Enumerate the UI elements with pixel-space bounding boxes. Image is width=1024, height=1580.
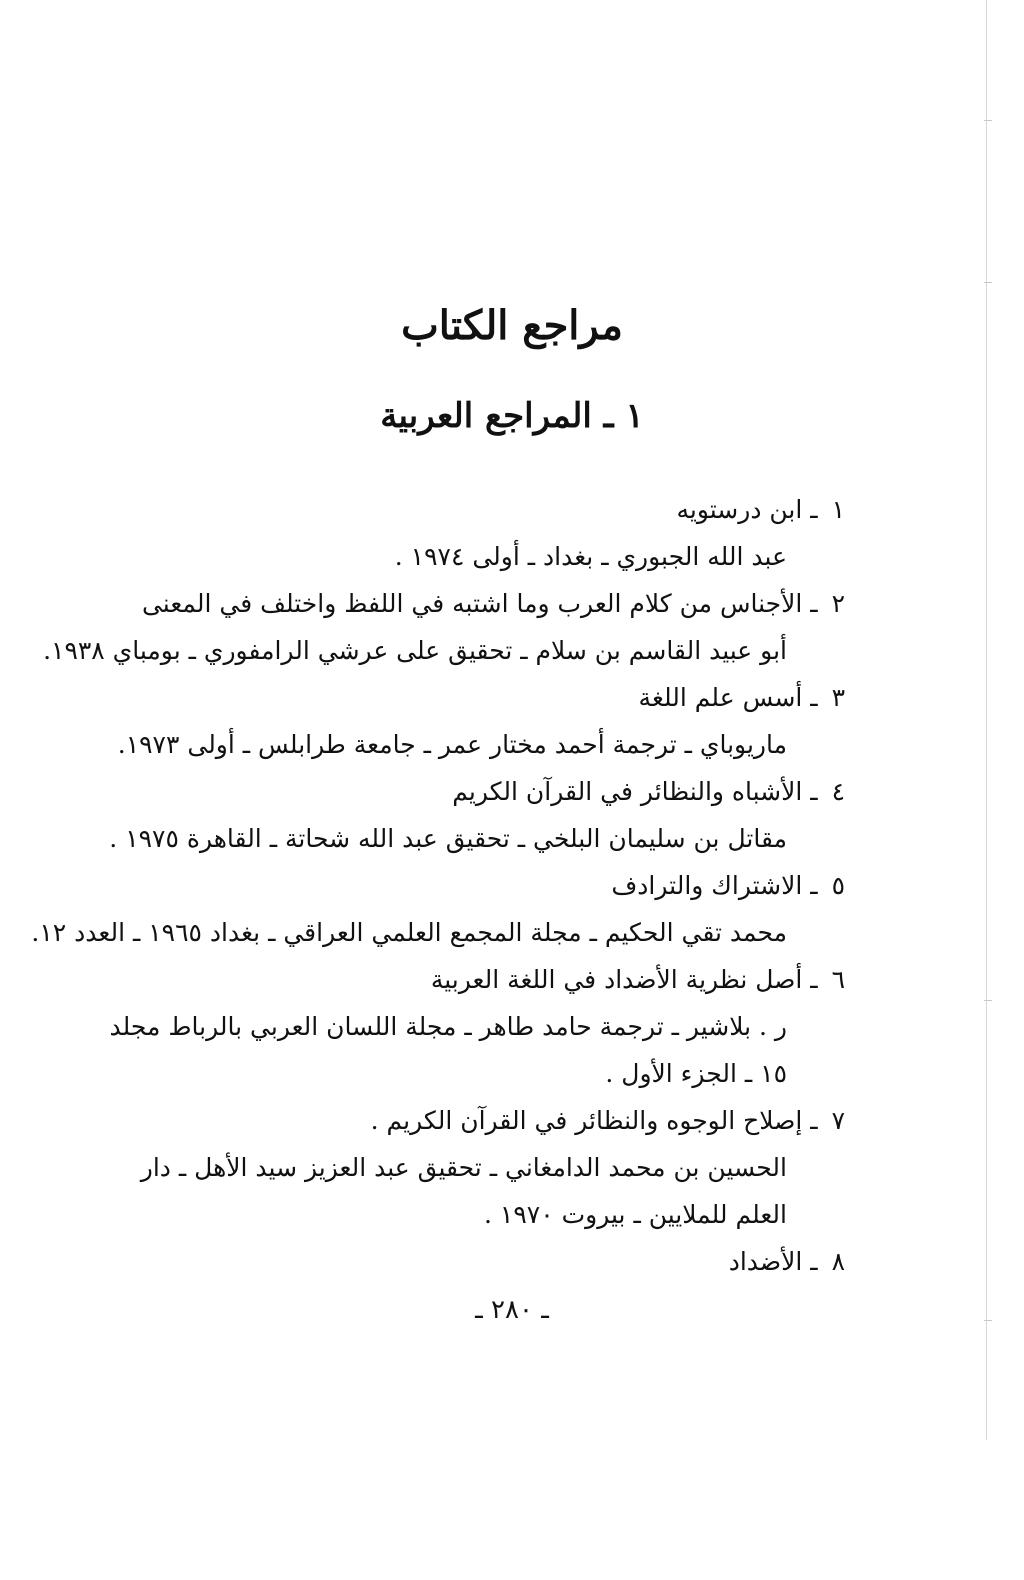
reference-number: ٥ <box>831 871 845 900</box>
reference-detail: عبد الله الجبوري ـ بغداد ـ أولى ١٩٧٤ . <box>394 542 787 571</box>
reference-title-line: ١ ـ ابن درستويه <box>100 486 845 533</box>
reference-detail: أبو عبيد القاسم بن سلام ـ تحقيق على عرشي الرامفوري ـ بومباي ١٩٣٨. <box>43 636 787 665</box>
reference-title: ابن درستويه <box>676 495 803 524</box>
reference-title-line: ٥ ـ الاشتراك والترادف <box>100 862 845 909</box>
reference-number: ١ <box>831 495 845 524</box>
reference-number: ٤ <box>831 777 845 806</box>
reference-detail: ر . بلاشير ـ ترجمة حامد طاهر ـ مجلة اللسان العربي بالرباط مجلد ١٥ ـ الجزء الأول . <box>109 1012 787 1088</box>
reference-detail: مقاتل بن سليمان البلخي ـ تحقيق عبد الله شحاتة ـ القاهرة ١٩٧٥ . <box>109 824 787 853</box>
reference-title-line: ٤ ـ الأشباه والنظائر في القرآن الكريم <box>100 768 845 815</box>
reference-detail: الحسين بن محمد الدامغاني ـ تحقيق عبد العزيز سيد الأهل ـ دار العلم للملايين ـ بيروت ١٩٧٠ . <box>140 1153 787 1229</box>
reference-detail: ماريوباي ـ ترجمة أحمد مختار عمر ـ جامعة طرابلس ـ أولى ١٩٧٣. <box>117 730 787 759</box>
page-title: مراجع الكتاب <box>401 302 623 349</box>
reference-entry <box>100 956 845 1097</box>
reference-entry <box>31 862 845 956</box>
reference-title-line: ٧ ـ إصلاح الوجوه والنظائر في القرآن الكريم . <box>100 1097 845 1144</box>
page-edge-tick <box>984 120 992 121</box>
reference-detail: محمد تقي الحكيم ـ مجلة المجمع العلمي العراقي ـ بغداد ١٩٦٥ ـ العدد ١٢. <box>31 918 787 947</box>
reference-title-line: ٢ ـ الأجناس من كلام العرب وما اشتبه في اللفظ واختلف في المعنى <box>100 580 845 627</box>
reference-number: ٧ <box>831 1106 845 1135</box>
reference-title-line: ٦ ـ أصل نظرية الأضداد في اللغة العربية <box>100 956 845 1003</box>
reference-entry <box>100 674 845 768</box>
page-edge-tick <box>984 1000 992 1001</box>
reference-title-line: ٨ ـ الأضداد <box>100 1238 845 1285</box>
reference-number: ٦ <box>831 965 845 994</box>
reference-number: ٨ <box>831 1247 845 1276</box>
reference-title: الأشباه والنظائر في القرآن الكريم <box>452 777 803 806</box>
page-edge-tick <box>984 1320 992 1321</box>
reference-title: الأضداد <box>728 1247 803 1276</box>
reference-title: أسس علم اللغة <box>638 683 803 712</box>
reference-number: ٢ <box>831 589 845 618</box>
reference-entry <box>100 486 845 580</box>
reference-entry <box>100 1238 845 1285</box>
page-edge-tick <box>984 282 992 283</box>
section-title: ١ ـ المراجع العربية <box>380 396 644 436</box>
page-number: ـ ٢٨٠ ـ <box>475 1295 549 1325</box>
reference-entry <box>100 768 845 862</box>
reference-number: ٣ <box>831 683 845 712</box>
reference-entry <box>100 1097 845 1238</box>
reference-list <box>31 486 845 1285</box>
reference-title: إصلاح الوجوه والنظائر في القرآن الكريم . <box>370 1106 803 1135</box>
reference-title: أصل نظرية الأضداد في اللغة العربية <box>430 965 803 994</box>
reference-entry <box>43 580 845 674</box>
reference-title: الاشتراك والترادف <box>611 871 803 900</box>
reference-title-line: ٣ ـ أسس علم اللغة <box>100 674 845 721</box>
reference-title: الأجناس من كلام العرب وما اشتبه في اللفظ واختلف في المعنى <box>141 589 803 618</box>
page-edge-line <box>986 0 987 1440</box>
